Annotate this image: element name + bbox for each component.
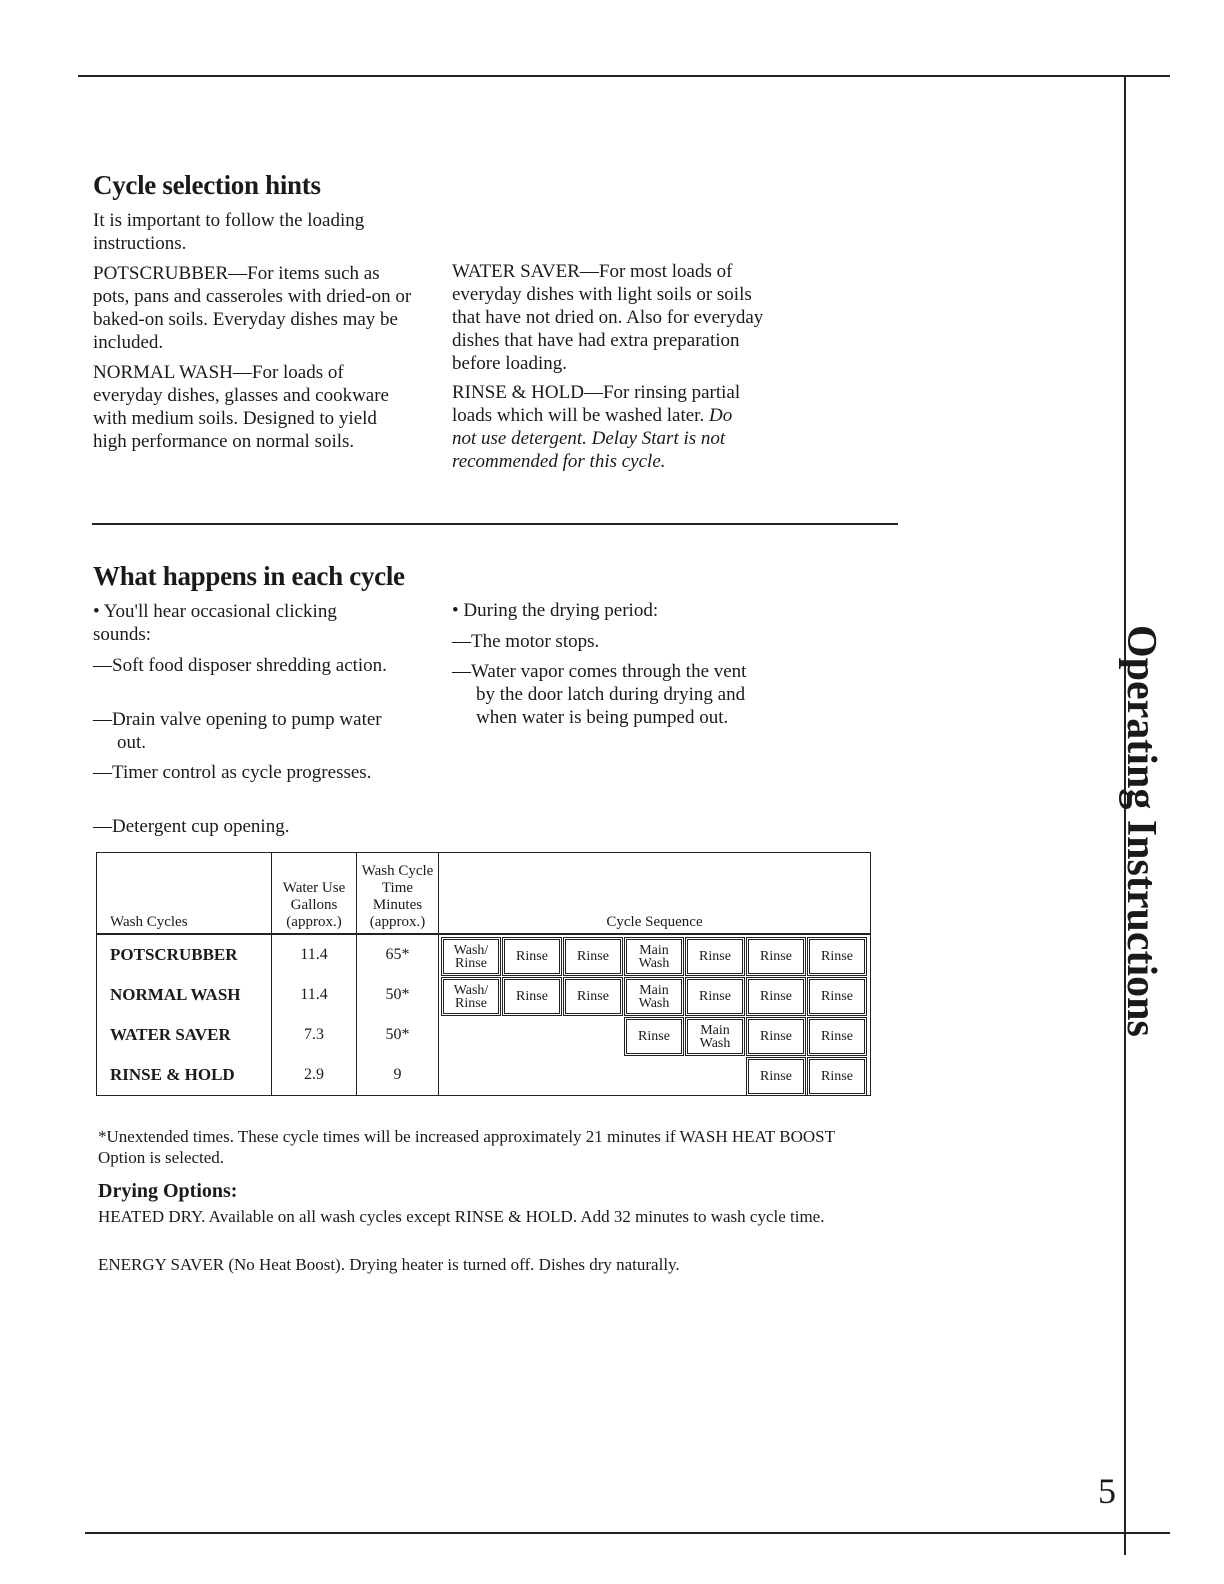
hint-rinse-hold-note: Do not use detergent. Delay Start is not recommended for this cycle. bbox=[452, 405, 733, 472]
hint-water-saver: WATER SAVER—For most loads of everyday dishes with light soils or soils that have not dried on. Also for everyday dishes that have had extra preparation before loading. bbox=[452, 261, 764, 374]
hints-title: Cycle selection hints bbox=[93, 170, 321, 200]
what-left-1: —Soft food disposer shredding action. bbox=[93, 655, 387, 676]
table-row bbox=[97, 934, 871, 975]
section-divider bbox=[92, 523, 898, 525]
sequence-step: Rinse bbox=[748, 1059, 804, 1094]
water-use: 7.3 bbox=[272, 1015, 357, 1055]
what-left-4: —Detergent cup opening. bbox=[93, 816, 290, 837]
sequence-step: Rinse bbox=[565, 979, 621, 1014]
sequence-step: Rinse bbox=[687, 939, 743, 974]
cycle-time: 65* bbox=[357, 934, 439, 975]
hints-intro: It is important to follow the loading instructions. bbox=[93, 210, 365, 254]
sequence-step: Main Wash bbox=[626, 979, 682, 1014]
sequence-step: Rinse bbox=[687, 979, 743, 1014]
what-left-0: • You'll hear occasional clicking sounds: bbox=[93, 601, 337, 645]
what-left-2: —Drain valve opening to pump water out. bbox=[93, 709, 382, 753]
what-happens-title: What happens in each cycle bbox=[93, 561, 405, 591]
cycle-sequence bbox=[439, 975, 871, 1015]
sequence-step: Rinse bbox=[504, 979, 560, 1014]
sequence-step: Rinse bbox=[748, 939, 804, 974]
what-right-0: • During the drying period: bbox=[452, 600, 659, 621]
footnote: *Unextended times. These cycle times will be increased approximately 21 minutes if WASH HEAT BOOST Option is selected. bbox=[98, 1127, 835, 1167]
cycle-sequence bbox=[439, 1015, 871, 1055]
cycle-sequence bbox=[439, 1055, 871, 1096]
sequence-step: Rinse bbox=[565, 939, 621, 974]
cycle-table bbox=[96, 852, 871, 1096]
sequence-step: Wash/ Rinse bbox=[443, 939, 499, 974]
what-right-2: —Water vapor comes through the vent by the door latch during drying and when water is being pumped out. bbox=[452, 661, 747, 728]
sequence-step: Rinse bbox=[809, 979, 865, 1014]
cycle-name: POTSCRUBBER bbox=[97, 934, 272, 975]
sequence-step: Rinse bbox=[748, 1019, 804, 1054]
page-number: 5 bbox=[1098, 1471, 1116, 1511]
drying-heated: HEATED DRY. Available on all wash cycles except RINSE & HOLD. Add 32 minutes to wash cycle time. bbox=[98, 1207, 825, 1226]
cycle-name: WATER SAVER bbox=[97, 1015, 272, 1055]
cycle-time: 50* bbox=[357, 1015, 439, 1055]
sequence-step: Main Wash bbox=[687, 1019, 743, 1054]
table-header-row bbox=[97, 853, 871, 935]
sequence-step: Rinse bbox=[626, 1019, 682, 1054]
cycle-sequence bbox=[439, 934, 871, 975]
water-use: 11.4 bbox=[272, 934, 357, 975]
sequence-step: Rinse bbox=[809, 1019, 865, 1054]
hint-normal-wash: NORMAL WASH—For loads of everyday dishes, glasses and cookware with medium soils. Designed to yield high performance on normal soils. bbox=[93, 362, 389, 452]
header-water-use: Water Use Gallons (approx.) bbox=[272, 853, 357, 935]
hint-rinse-hold bbox=[452, 381, 752, 473]
cycle-time: 50* bbox=[357, 975, 439, 1015]
sequence-step: Rinse bbox=[504, 939, 560, 974]
table-row bbox=[97, 975, 871, 1015]
cycle-time: 9 bbox=[357, 1055, 439, 1096]
sequence-step: Wash/ Rinse bbox=[443, 979, 499, 1014]
header-cycle-time: Wash Cycle Time Minutes (approx.) bbox=[357, 853, 439, 935]
drying-energy: ENERGY SAVER (No Heat Boost). Drying heater is turned off. Dishes dry naturally. bbox=[98, 1255, 680, 1274]
sequence-step: Rinse bbox=[748, 979, 804, 1014]
cycle-name: RINSE & HOLD bbox=[97, 1055, 272, 1096]
top-rule bbox=[78, 75, 1170, 77]
water-use: 2.9 bbox=[272, 1055, 357, 1096]
drying-title: Drying Options: bbox=[98, 1180, 238, 1202]
header-cycle-sequence: Cycle Sequence bbox=[439, 853, 871, 935]
header-wash-cycles: Wash Cycles bbox=[97, 853, 272, 935]
table-row bbox=[97, 1015, 871, 1055]
what-right-1: —The motor stops. bbox=[452, 631, 600, 652]
hint-rinse-hold-text: RINSE & HOLD—For rinsing partial loads which will be washed later. bbox=[452, 382, 741, 426]
table-row bbox=[97, 1055, 871, 1096]
water-use: 11.4 bbox=[272, 975, 357, 1015]
bottom-rule bbox=[85, 1532, 1170, 1534]
cycle-name: NORMAL WASH bbox=[97, 975, 272, 1015]
sequence-step: Rinse bbox=[809, 939, 865, 974]
hint-potscrubber: POTSCRUBBER—For items such as pots, pans and casseroles with dried-on or baked-on soils. Everyday dishes may be included. bbox=[93, 263, 412, 353]
sequence-step: Rinse bbox=[809, 1059, 865, 1094]
what-left-3: —Timer control as cycle progresses. bbox=[93, 762, 372, 783]
sequence-step: Main Wash bbox=[626, 939, 682, 974]
sidebar-title: Operating Instructions bbox=[1118, 625, 1164, 1037]
